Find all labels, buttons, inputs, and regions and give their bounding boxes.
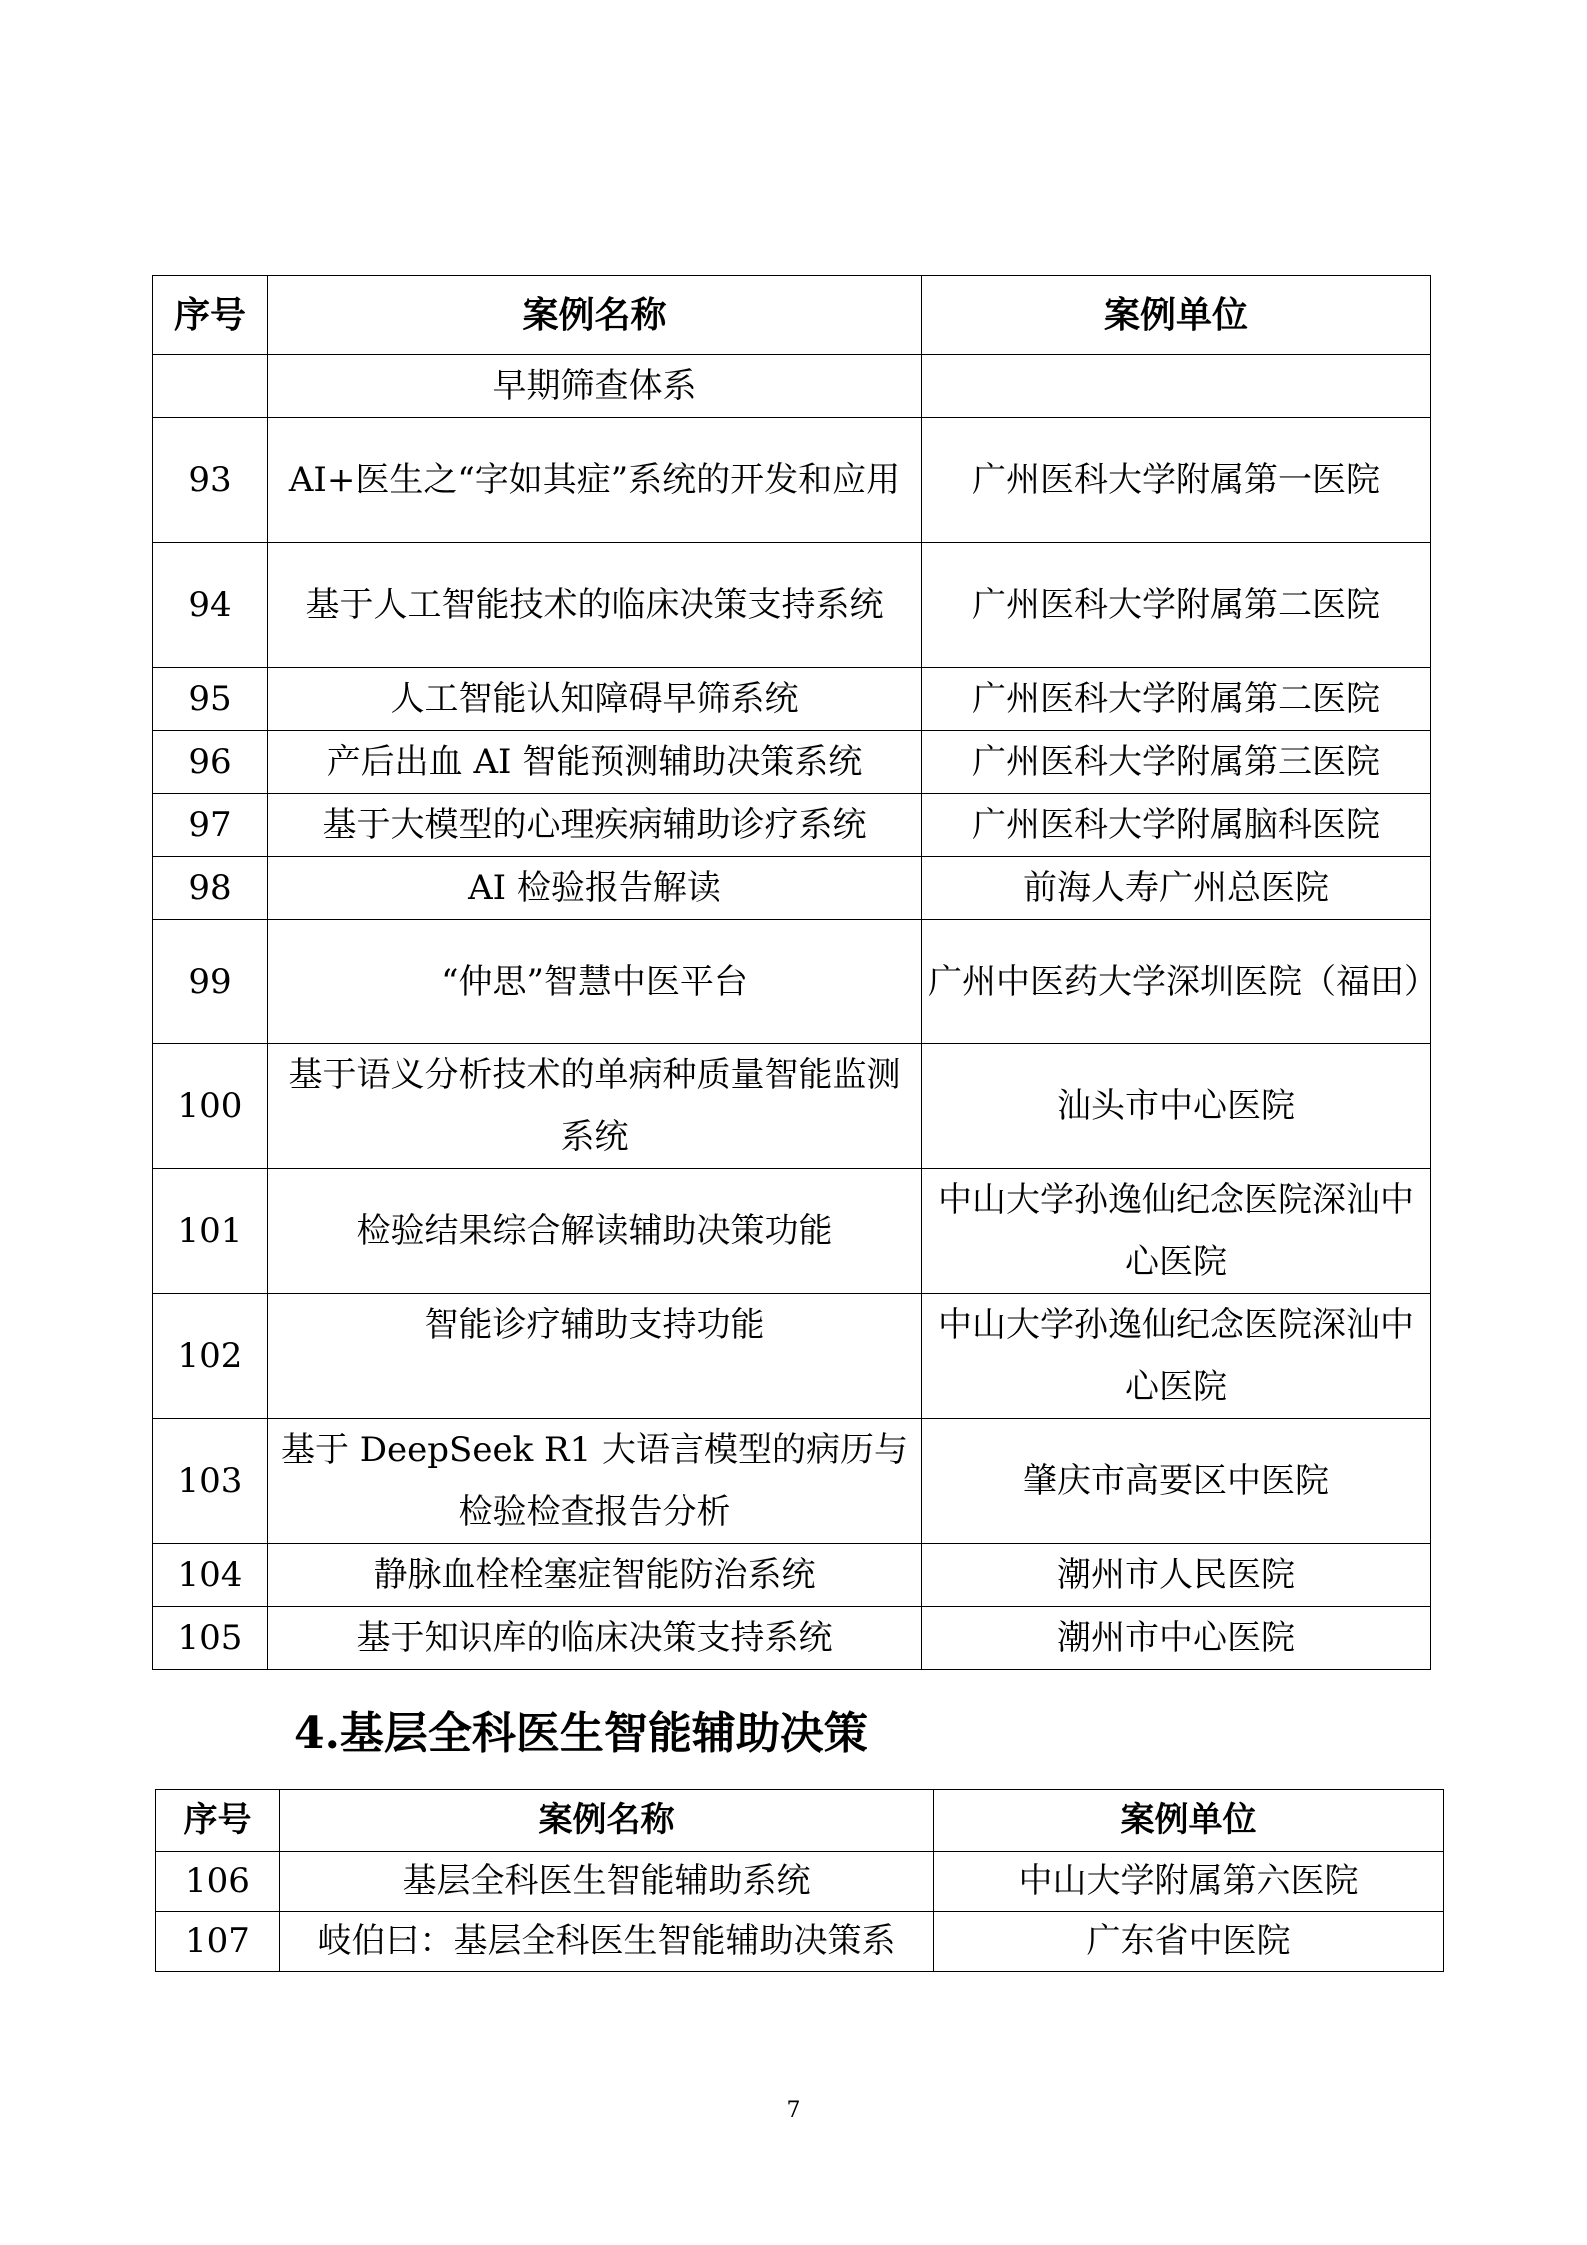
table-row [153, 1607, 1431, 1670]
table-row [153, 1294, 1431, 1419]
row-no [153, 355, 268, 418]
row-no: 105 [153, 1607, 268, 1670]
row-no: 101 [153, 1169, 268, 1294]
table-row [153, 1544, 1431, 1607]
row-unit: 前海人寿广州总医院 [922, 857, 1431, 920]
row-name: 检验结果综合解读辅助决策功能 [268, 1169, 922, 1294]
row-name: “仲思”智慧中医平台 [268, 920, 922, 1044]
header-unit: 案例单位 [934, 1790, 1444, 1852]
row-no: 97 [153, 794, 268, 857]
row-name: 静脉血栓栓塞症智能防治系统 [268, 1544, 922, 1607]
row-no: 99 [153, 920, 268, 1044]
row-no: 100 [153, 1044, 268, 1169]
row-unit: 广州中医药大学深圳医院（福田） [922, 920, 1431, 1044]
row-unit: 中山大学附属第六医院 [934, 1852, 1444, 1912]
header-name: 案例名称 [268, 276, 922, 355]
row-no: 103 [153, 1419, 268, 1544]
row-unit [922, 355, 1431, 418]
table-row [153, 794, 1431, 857]
row-no: 98 [153, 857, 268, 920]
row-name: 基层全科医生智能辅助系统 [280, 1852, 934, 1912]
row-unit: 潮州市人民医院 [922, 1544, 1431, 1607]
table-row [153, 857, 1431, 920]
row-name: 基于 DeepSeek R1 大语言模型的病历与检验检查报告分析 [268, 1419, 922, 1544]
table-row [153, 355, 1431, 418]
table-row [153, 418, 1431, 543]
row-name: AI 检验报告解读 [268, 857, 922, 920]
row-name: 岐伯曰：基层全科医生智能辅助决策系 [280, 1912, 934, 1972]
table-row [153, 668, 1431, 731]
row-unit: 广州医科大学附属第三医院 [922, 731, 1431, 794]
table-row [153, 1169, 1431, 1294]
row-name: 产后出血 AI 智能预测辅助决策系统 [268, 731, 922, 794]
table-row [153, 920, 1431, 1044]
row-name: 智能诊疗辅助支持功能 [268, 1294, 922, 1419]
row-unit: 肇庆市高要区中医院 [922, 1419, 1431, 1544]
table-row [156, 1852, 1444, 1912]
section-heading: 4.基层全科医生智能辅助决策 [294, 1708, 868, 1759]
row-unit: 中山大学孙逸仙纪念医院深汕中心医院 [922, 1169, 1431, 1294]
row-no: 107 [156, 1912, 280, 1972]
row-unit: 广州医科大学附属第二医院 [922, 543, 1431, 668]
row-unit: 广州医科大学附属第一医院 [922, 418, 1431, 543]
table-header-row [156, 1790, 1444, 1852]
row-name: 基于知识库的临床决策支持系统 [268, 1607, 922, 1670]
row-name: 人工智能认知障碍早筛系统 [268, 668, 922, 731]
row-unit: 广州医科大学附属第二医院 [922, 668, 1431, 731]
header-no: 序号 [153, 276, 268, 355]
row-name: 基于大模型的心理疾病辅助诊疗系统 [268, 794, 922, 857]
row-no: 95 [153, 668, 268, 731]
table-row [153, 1419, 1431, 1544]
row-no: 102 [153, 1294, 268, 1419]
row-name: 早期筛查体系 [268, 355, 922, 418]
row-unit: 广东省中医院 [934, 1912, 1444, 1972]
row-name: 基于人工智能技术的临床决策支持系统 [268, 543, 922, 668]
table-header-row [153, 276, 1431, 355]
case-table-1 [152, 275, 1438, 1670]
table-row [156, 1912, 1444, 1972]
row-unit: 汕头市中心医院 [922, 1044, 1431, 1169]
page-number: 7 [786, 2098, 801, 2123]
case-table-2 [155, 1789, 1444, 1972]
header-unit: 案例单位 [922, 276, 1431, 355]
row-no: 93 [153, 418, 268, 543]
row-unit: 广州医科大学附属脑科医院 [922, 794, 1431, 857]
row-name: 基于语义分析技术的单病种质量智能监测系统 [268, 1044, 922, 1169]
table-row [153, 1044, 1431, 1169]
table-row [153, 543, 1431, 668]
row-no: 106 [156, 1852, 280, 1912]
row-no: 104 [153, 1544, 268, 1607]
table-row [153, 731, 1431, 794]
row-name: AI+医生之“字如其症”系统的开发和应用 [268, 418, 922, 543]
row-unit: 中山大学孙逸仙纪念医院深汕中心医院 [922, 1294, 1431, 1419]
header-no: 序号 [156, 1790, 280, 1852]
row-no: 94 [153, 543, 268, 668]
row-unit: 潮州市中心医院 [922, 1607, 1431, 1670]
header-name: 案例名称 [280, 1790, 934, 1852]
row-no: 96 [153, 731, 268, 794]
